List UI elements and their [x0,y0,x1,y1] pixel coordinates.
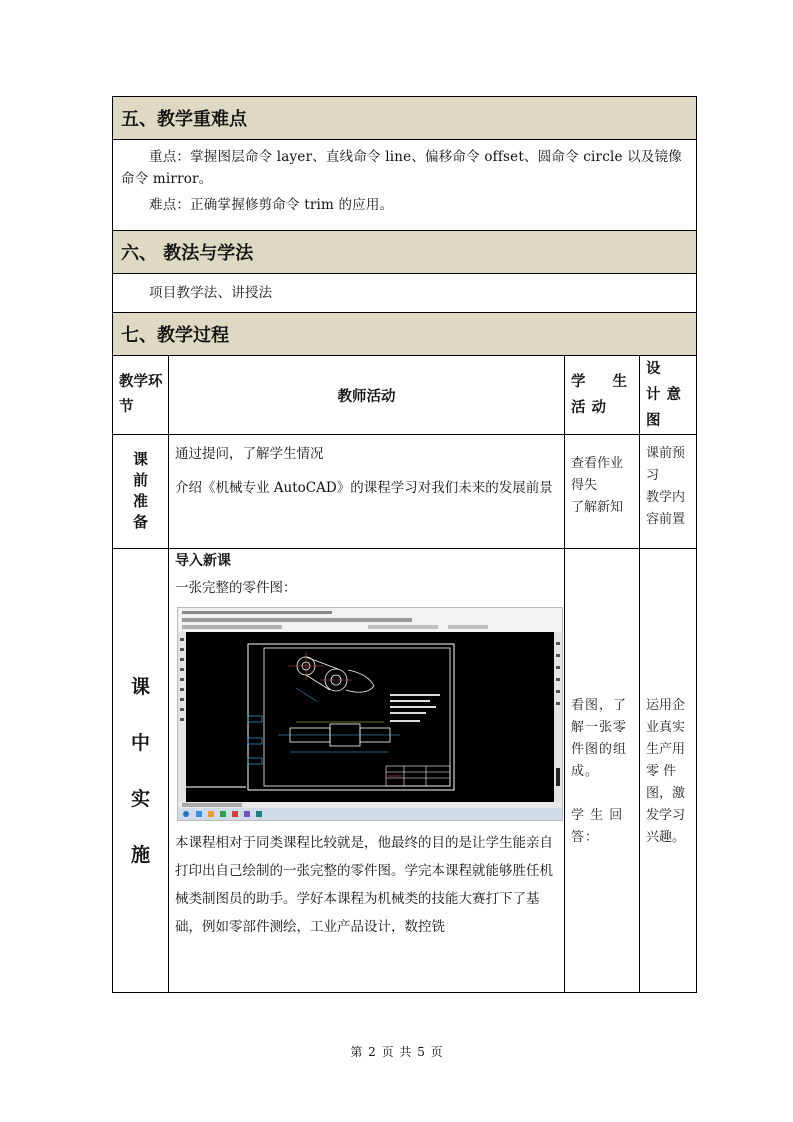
difficulty-text: 难点：正确掌握修剪命令 trim 的应用。 [149,197,394,213]
course-description: 本课程相对于同类课程比较就是，他最终的目的是让学生能亲自打印出自己绘制的一张完整的零件图。学完本课程就能够胜任机械类制图员的助手。学好本课程为机械类的技能大赛打下了基础，例如零部件测绘，工业产品设计，数控铣 [175,835,553,935]
student-activity-in: 看图，了解一张零件图的组成。 学 生 回答： [565,549,640,993]
stage-char: 实 [130,787,150,810]
stage-char: 课 [130,675,150,698]
header-intent: 设 计意 图 [640,356,697,435]
stage-char: 施 [130,843,150,866]
stage-char: 前 [132,471,148,489]
teacher-text: 一张完整的零件图： [175,580,297,596]
lesson-plan-table [112,96,697,993]
stage-char: 中 [130,731,150,754]
stage-char: 备 [132,513,148,531]
teacher-activity-in [169,549,565,993]
student-activity-pre: 查看作业得失 了解新知 [565,435,640,549]
header-student: 学 生 活动 [565,356,640,435]
stage-in-class [113,549,169,993]
intent-pre: 课前预习 教学内容前置 [640,435,697,549]
methods-text: 项目教学法、讲授法 [149,285,273,301]
section-6-body [113,274,697,313]
section-5-heading: 五、教学重难点 [113,97,697,140]
section-5-body [113,140,697,231]
intent-in: 运用企业真实生产用零 件 图，激发学习兴趣。 [640,549,697,993]
autocad-screenshot-image [177,607,563,821]
teacher-activity-pre [169,435,565,549]
autocad-drawing-graphic [178,608,562,820]
section-6-heading: 六、 教法与学法 [113,231,697,274]
teacher-text: 介绍《机械专业 AutoCAD》的课程学习对我们未来的发展前景 [175,480,553,496]
stage-char: 课 [132,450,148,468]
page-footer: 第 2 页 共 5 页 [350,1045,443,1059]
section-7-heading: 七、教学过程 [113,313,697,356]
stage-char: 准 [132,492,148,510]
teacher-text: 通过提问，了解学生情况 [175,446,324,462]
key-points-text: 重点：掌握图层命令 layer、直线命令 line、偏移命令 offset、圆命令 circle 以及镜像命令 mirror。 [121,149,682,187]
subtitle-new-lesson: 导入新课 [175,553,231,569]
stage-pre-class [113,435,169,549]
header-teacher: 教师活动 [169,356,565,435]
header-stage: 教学环节 [113,356,169,435]
